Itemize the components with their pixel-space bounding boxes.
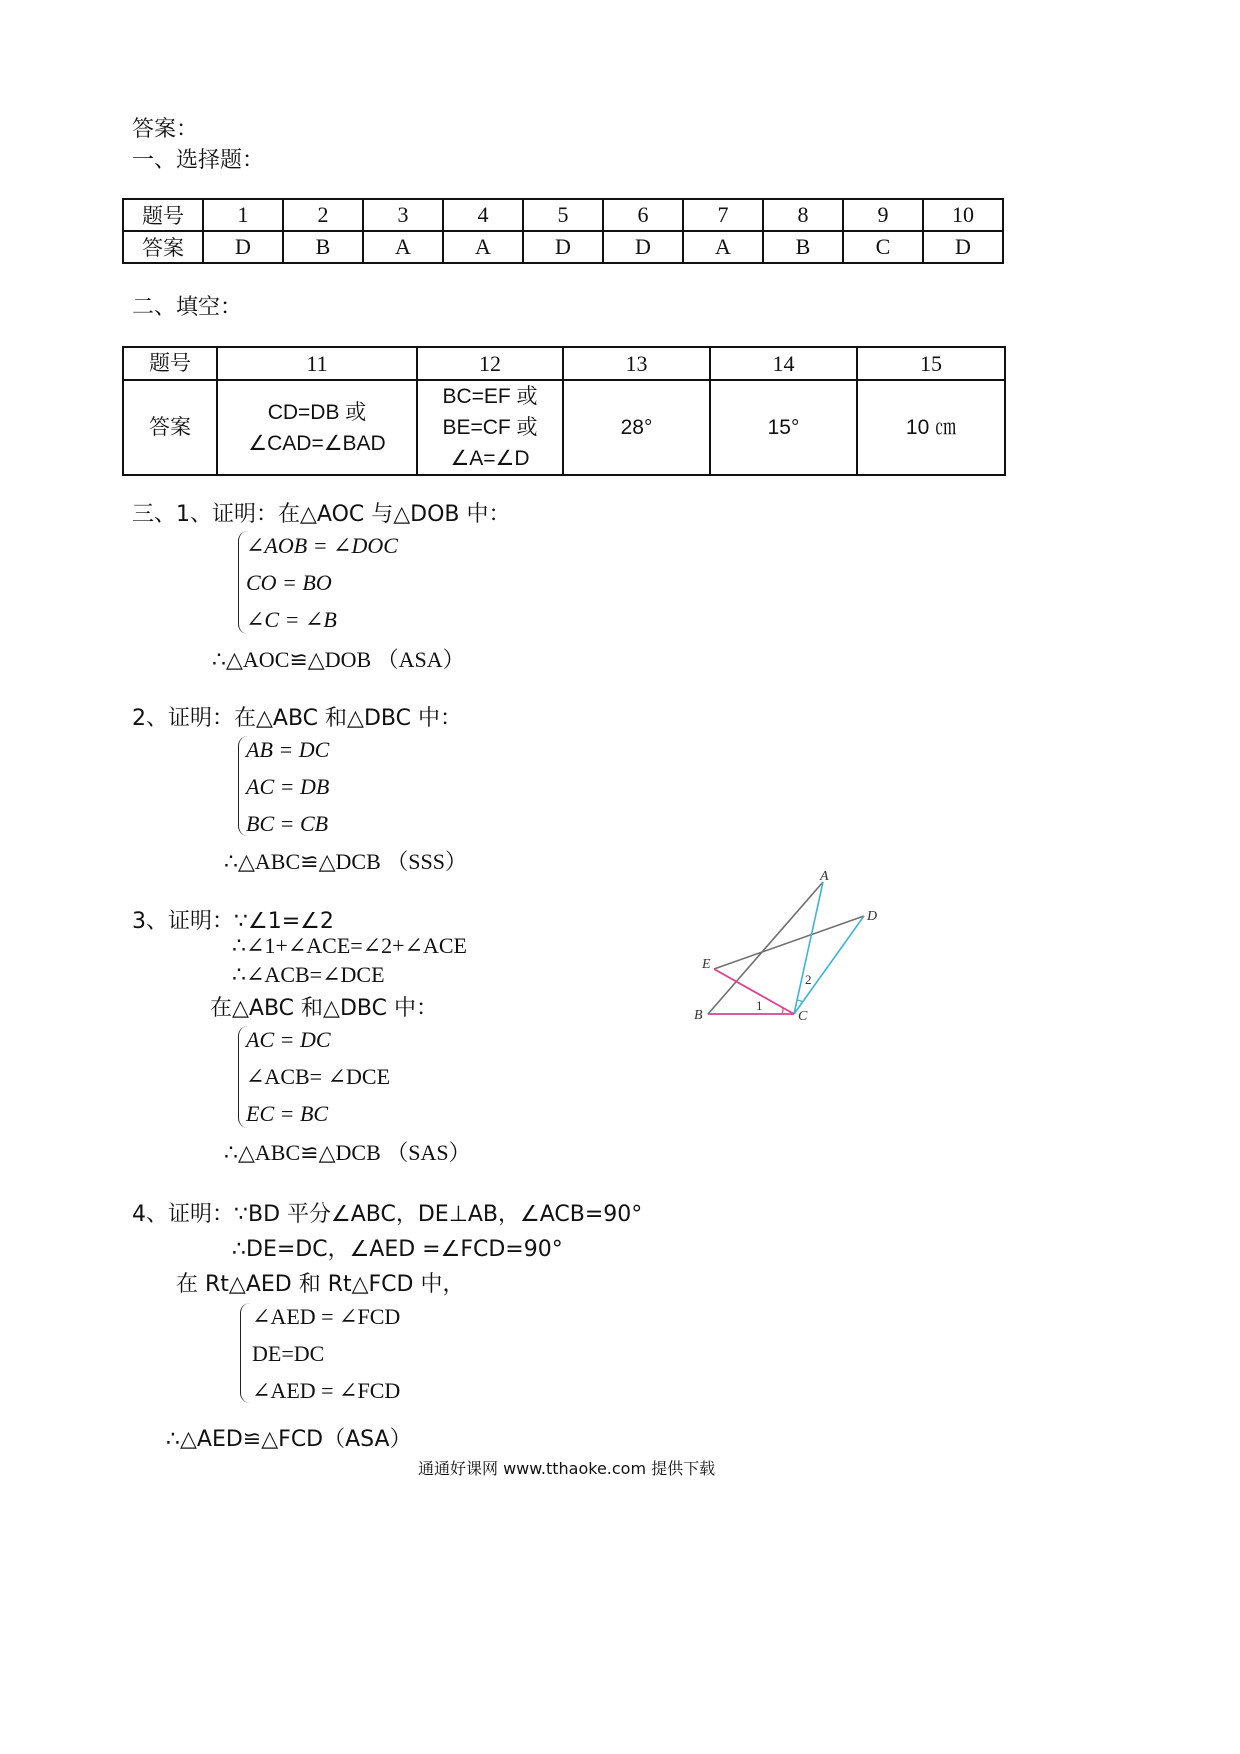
table-row [123, 231, 1003, 263]
angle-label: 1 [756, 998, 763, 1013]
question-number-cell: 7 [683, 199, 763, 231]
answer-cell: A [683, 231, 763, 263]
answer-cell [217, 380, 417, 475]
answer-line: ∠A=∠D [450, 447, 530, 470]
condition: AB = DC [246, 737, 330, 762]
answer-line: ∠CAD=∠BAD [248, 431, 386, 455]
proof3-step: ∴∠ACB=∠DCE [232, 962, 385, 987]
question-number-cell: 1 [203, 199, 283, 231]
question-number-cell: 10 [923, 199, 1003, 231]
question-number-cell: 14 [710, 347, 857, 380]
answer-cell: D [523, 231, 603, 263]
proof3-conditions [246, 1021, 390, 1132]
table-row [123, 347, 1005, 380]
question-number-cell: 11 [217, 347, 417, 380]
condition: EC = BC [246, 1101, 329, 1126]
segment-ec [714, 969, 794, 1014]
section1-title: 一、选择题： [132, 148, 265, 173]
proof4-intro: 4、证明：∵BD 平分∠ABC，DE⊥AB，∠ACB=90° [132, 1202, 643, 1227]
proof4-conclusion: ∴△AED≌△FCD（ASA） [166, 1427, 412, 1452]
table-header-cell: 题号 [123, 347, 217, 380]
table-header-cell: 答案 [123, 380, 217, 475]
answer-cell: A [363, 231, 443, 263]
proof2-conditions [246, 731, 329, 842]
condition: CO = BO [246, 570, 332, 595]
point-label: E [702, 957, 711, 972]
condition: ∠AED = ∠FCD [252, 1378, 401, 1403]
question-number-cell: 15 [857, 347, 1005, 380]
proof3-sub-intro: 在△ABC 和△DBC 中： [210, 996, 438, 1021]
answer-line: 15° [767, 416, 800, 439]
section2-title: 二、填空： [132, 295, 243, 320]
condition: ∠AOB = ∠DOC [246, 533, 398, 558]
table-header-cell: 答案 [123, 231, 203, 263]
answer-cell: B [763, 231, 843, 263]
condition: ∠ACB= ∠DCE [246, 1064, 391, 1089]
segment-ed [714, 916, 864, 969]
question-number-cell: 9 [843, 199, 923, 231]
question-number-cell: 12 [417, 347, 563, 380]
condition: AC = DB [246, 774, 330, 799]
answer-cell [857, 380, 1005, 475]
answer-line: BE=CF 或 [442, 416, 538, 439]
proof3-intro: 3、证明：∵∠1=∠2 [132, 909, 334, 934]
proof2-conclusion: ∴△ABC≌△DCB （SSS） [224, 849, 467, 874]
question-number-cell: 4 [443, 199, 523, 231]
condition: BC = CB [246, 811, 329, 836]
answer-cell [417, 380, 563, 475]
choice-answer-table [122, 198, 1004, 264]
answer-cell [563, 380, 710, 475]
proof1-conclusion: ∴△AOC≌△DOB （ASA） [212, 647, 465, 672]
condition: ∠AED = ∠FCD [252, 1304, 401, 1329]
angle-label: 2 [805, 972, 812, 987]
proof4-sub-intro: 在 Rt△AED 和 Rt△FCD 中， [176, 1272, 465, 1297]
answer-line: 10 ㎝ [905, 416, 957, 439]
condition: ∠C = ∠B [246, 607, 337, 632]
answer-cell: B [283, 231, 363, 263]
fill-answer-table [122, 346, 1006, 476]
proof3-step: ∴∠1+∠ACE=∠2+∠ACE [232, 933, 467, 958]
proof1-conditions [246, 527, 398, 638]
condition: DE=DC [252, 1341, 325, 1366]
point-label: D [867, 909, 878, 924]
answer-cell [710, 380, 857, 475]
triangle-figure [680, 860, 900, 1040]
question-number-cell: 6 [603, 199, 683, 231]
proof3-conclusion: ∴△ABC≌△DCB （SAS） [224, 1140, 471, 1165]
proof1-intro: 三、1、证明：在△AOC 与△DOB 中： [132, 502, 511, 527]
question-number-cell: 3 [363, 199, 443, 231]
point-label: B [694, 1008, 703, 1023]
table-header-cell: 题号 [123, 199, 203, 231]
answer-cell: D [923, 231, 1003, 263]
point-label: A [820, 869, 829, 884]
answer-line: BC=EF 或 [442, 385, 538, 408]
point-label: C [798, 1009, 808, 1024]
angle-2-arc [797, 1000, 803, 1002]
question-number-cell: 13 [563, 347, 710, 380]
answer-heading: 答案： [132, 117, 199, 142]
answer-cell: C [843, 231, 923, 263]
angle-1-arc [782, 1008, 783, 1014]
answer-line: CD=DB 或 [267, 400, 367, 424]
footer-text: 通通好课网 www.tthaoke.com 提供下载 [418, 1459, 716, 1478]
proof2-intro: 2、证明：在△ABC 和△DBC 中： [132, 706, 462, 731]
question-number-cell: 8 [763, 199, 843, 231]
table-row [123, 199, 1003, 231]
proof4-step: ∴DE=DC，∠AED =∠FCD=90° [232, 1237, 563, 1262]
answer-cell: A [443, 231, 523, 263]
condition: AC = DC [246, 1027, 331, 1052]
question-number-cell: 5 [523, 199, 603, 231]
proof4-conditions [252, 1298, 400, 1409]
question-number-cell: 2 [283, 199, 363, 231]
answer-line: 28° [620, 416, 653, 439]
answer-cell: D [203, 231, 283, 263]
table-row [123, 380, 1005, 475]
answer-cell: D [603, 231, 683, 263]
segment-ab [708, 882, 823, 1014]
